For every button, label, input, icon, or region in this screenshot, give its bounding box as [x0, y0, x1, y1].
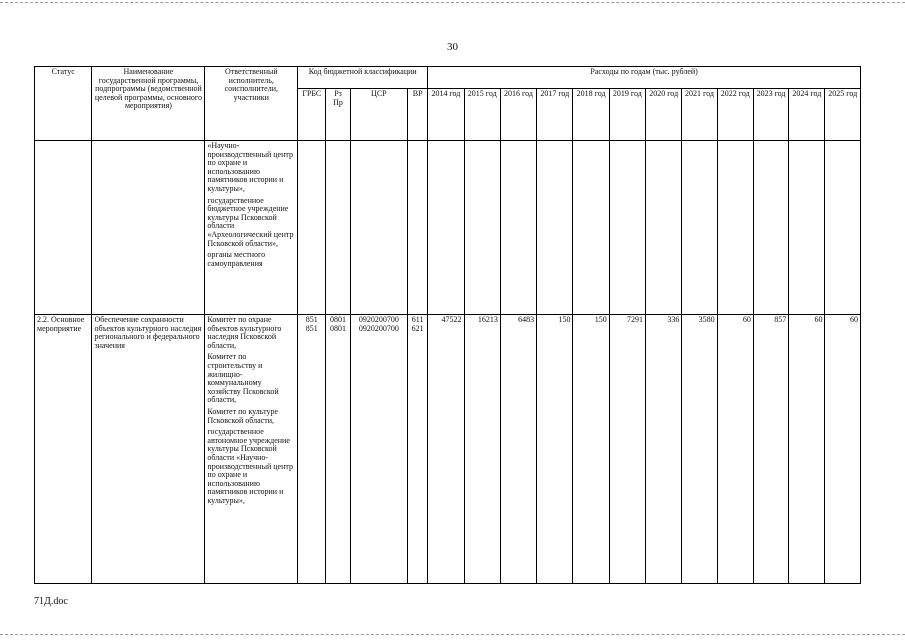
row-name-cell: Обеспечение сохранности объектов культурного наследия регионального и федерального значения — [92, 315, 205, 584]
cont-cell — [408, 141, 428, 315]
csr-value: 0920200700 — [358, 315, 399, 324]
header-expenses: Расходы по годам (тыс. рублей) — [428, 67, 861, 89]
value-2015: 16213 — [464, 315, 500, 584]
value-2019: 7291 — [609, 315, 645, 584]
cont-cell — [537, 141, 573, 315]
header-year-2021: 2021 год — [682, 89, 717, 141]
participant-entry: государственное автономное учреждение культуры Псковской области «Научно-производственный центр по охране и использованию памятников истории и культуры», — [207, 427, 293, 505]
value-2020: 336 — [646, 315, 682, 584]
rzpr-value: 0801 — [330, 323, 346, 333]
header-year-2018: 2018 год — [573, 89, 609, 141]
cont-cell — [717, 141, 753, 315]
header-responsible: Ответственный исполнитель, соисполнители, участники — [205, 67, 298, 141]
vr-value: 621 — [411, 323, 424, 333]
header-year-2014: 2014 год — [428, 89, 464, 141]
cont-cell — [428, 141, 464, 315]
cont-cell — [753, 141, 788, 315]
row-status-cell: 2.2. Основное мероприятие — [35, 315, 92, 584]
participant-entry: Комитет по культуре Псковской области, — [207, 406, 279, 425]
table-row-2-2 — [35, 315, 861, 584]
value-2018: 150 — [573, 315, 609, 584]
cont-cell — [350, 141, 407, 315]
participant-entry: «Научно-производственный центр по охране и использованию памятников истории и культуры», — [207, 141, 293, 193]
header-year-2022: 2022 год — [717, 89, 753, 141]
cont-participants-cell — [205, 141, 298, 315]
value-2017: 150 — [537, 315, 573, 584]
csr-value: 0920200700 — [358, 323, 399, 333]
header-row-1 — [35, 67, 861, 89]
csr-cell — [350, 315, 407, 584]
header-vr: ВР — [408, 89, 428, 141]
value-2023: 857 — [753, 315, 788, 584]
value-2016: 6483 — [500, 315, 536, 584]
grbs-value: 851 — [305, 323, 318, 333]
budget-table — [34, 66, 861, 584]
header-budget-code: Код бюджетной классификации — [298, 67, 428, 89]
vr-value: 611 — [411, 315, 424, 324]
cont-cell — [789, 141, 825, 315]
table-row-continuation — [35, 141, 861, 315]
participant-entry: государственное бюджетное учреждение культуры Псковской области «Археологический центр Псковской области», — [207, 195, 294, 248]
rzpr-value: 0801 — [330, 315, 346, 324]
cont-cell — [500, 141, 536, 315]
header-year-2019: 2019 год — [609, 89, 645, 141]
page-number: 30 — [447, 41, 458, 53]
cont-cell — [609, 141, 645, 315]
vr-cell — [408, 315, 428, 584]
cont-cell — [682, 141, 717, 315]
header-year-2024: 2024 год — [789, 89, 825, 141]
header-year-2015: 2015 год — [464, 89, 500, 141]
participant-entry: органы местного самоуправления — [207, 250, 266, 268]
page-top-edge — [0, 2, 905, 3]
footer-filename: 71Д.doc — [34, 596, 68, 607]
cont-name-cell — [92, 141, 205, 315]
cont-cell — [298, 141, 326, 315]
header-rzpr: Рз Пр — [326, 89, 350, 141]
header-name: Наименование государственной программы, подпрограммы (ведомственной целевой программы, основного мероприятия) — [92, 67, 205, 141]
value-2014: 47522 — [428, 315, 464, 584]
cont-cell — [825, 141, 861, 315]
value-2022: 60 — [717, 315, 753, 584]
rzpr-cell — [326, 315, 350, 584]
cont-cell — [573, 141, 609, 315]
participant-entry: Комитет по строительству и жилищно-коммунальному хозяйству Псковской области, — [207, 352, 279, 405]
cont-cell — [464, 141, 500, 315]
page-bottom-edge — [0, 634, 905, 635]
row-participants-cell — [205, 315, 298, 584]
header-year-2016: 2016 год — [500, 89, 536, 141]
header-year-2023: 2023 год — [753, 89, 788, 141]
value-2025: 60 — [825, 315, 861, 584]
header-grbs: ГРБС — [298, 89, 326, 141]
grbs-cell — [298, 315, 326, 584]
value-2021: 3580 — [682, 315, 717, 584]
grbs-value: 851 — [305, 315, 318, 324]
cont-cell — [646, 141, 682, 315]
value-2024: 60 — [789, 315, 825, 584]
header-year-2017: 2017 год — [537, 89, 573, 141]
participant-entry: Комитет по охране объектов культурного наследия Псковской области, — [207, 315, 282, 350]
cont-cell — [326, 141, 350, 315]
header-status: Статус — [35, 67, 92, 141]
header-year-2025: 2025 год — [825, 89, 861, 141]
header-csr: ЦСР — [350, 89, 407, 141]
cont-status-cell — [35, 141, 92, 315]
header-year-2020: 2020 год — [646, 89, 682, 141]
